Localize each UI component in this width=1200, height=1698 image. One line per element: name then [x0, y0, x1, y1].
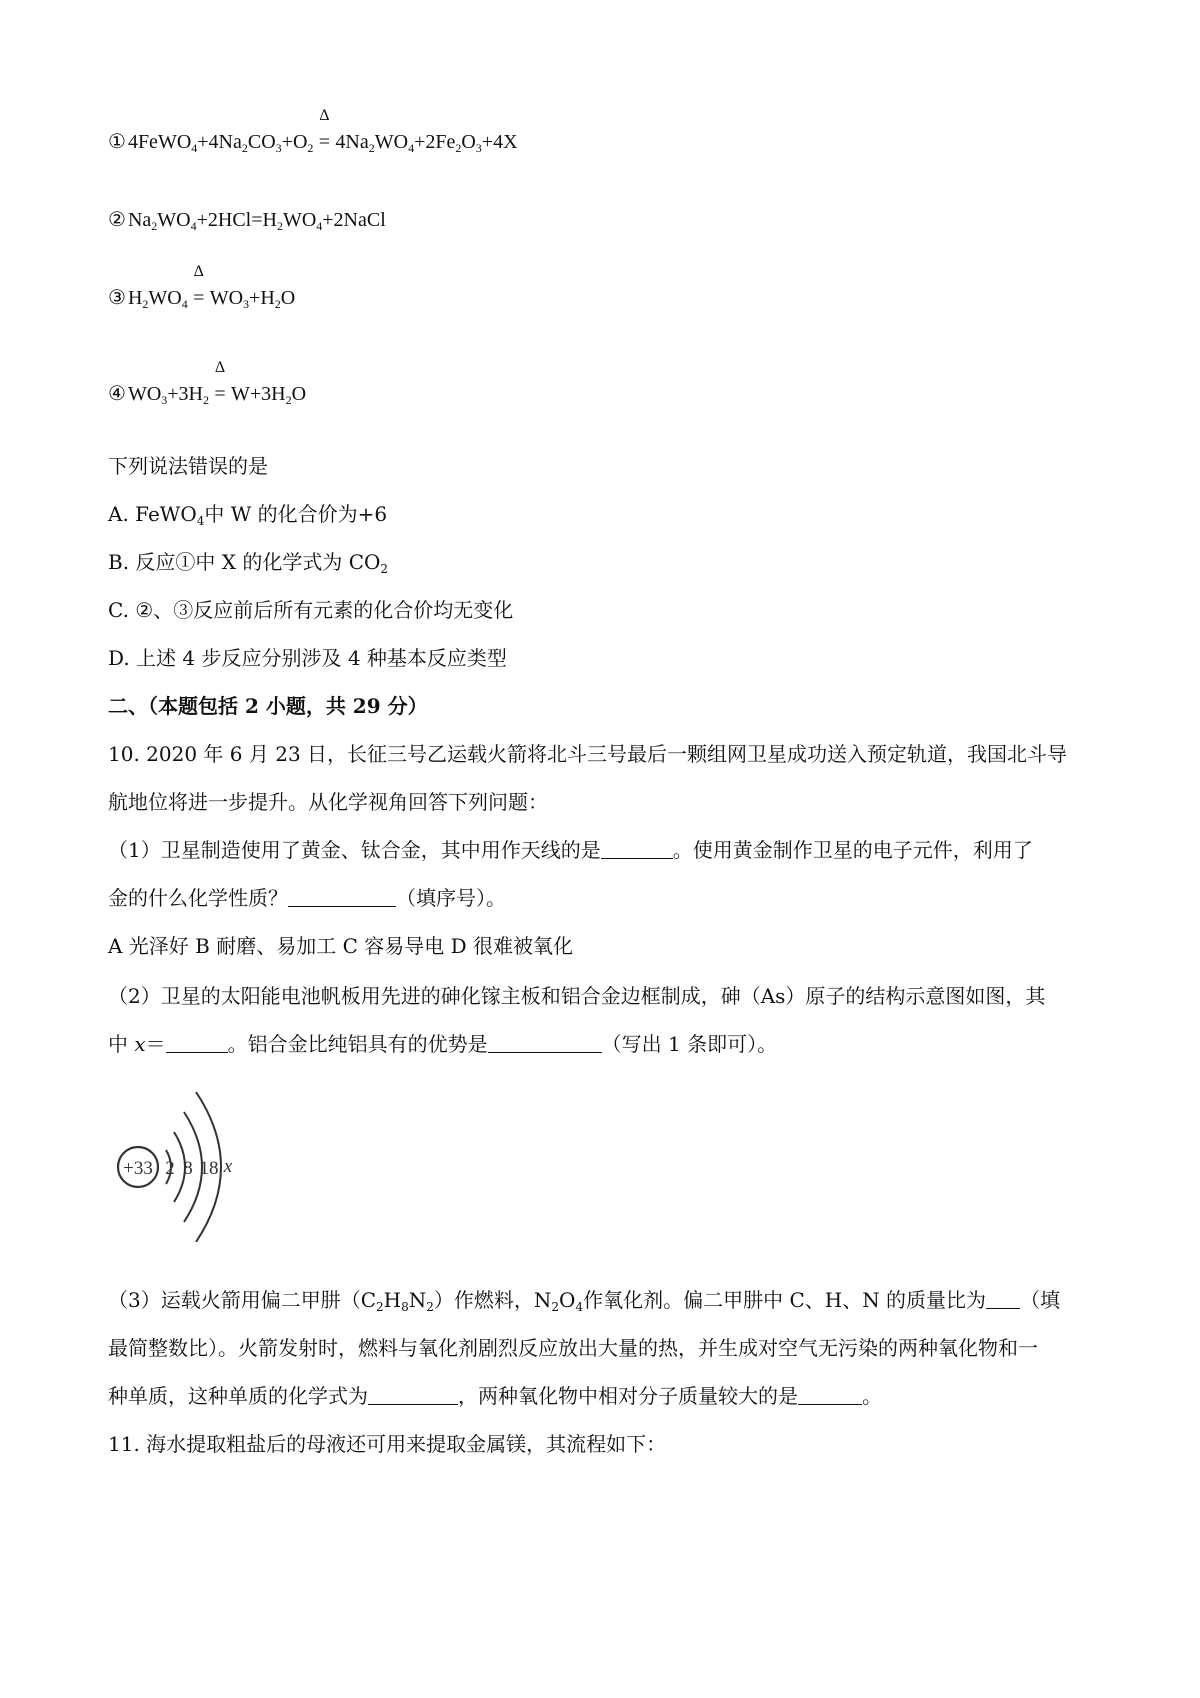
formula-text: W+3H [231, 383, 286, 405]
answer-blank [288, 888, 396, 907]
shell-count-3: 18 [199, 1158, 219, 1179]
q10-part2-line1: （2）卫星的太阳能电池帆板用先进的砷化镓主板和铝合金边框制成，砷（As）原子的结构示意图如图，其 [108, 984, 1046, 1008]
q10-part3-line2: 最简整数比）。火箭发射时，燃料与氧化剂剧烈反应放出大量的热，并生成对空气无污染的两种氧化物和一 [108, 1336, 1038, 1360]
reaction-number: ③ [108, 287, 126, 309]
answer-blank [368, 1386, 458, 1405]
question-prompt: 下列说法错误的是 [108, 454, 268, 478]
formula-text: O [291, 383, 307, 405]
section-heading: 二、（本题包括 2 小题，共 29 分） [108, 694, 428, 718]
delta-symbol: Δ [319, 107, 330, 124]
reaction-3 [108, 263, 296, 312]
formula-subscript: 3 [243, 297, 250, 311]
formula-text: +4Na [197, 131, 242, 153]
formula-subscript: 4 [190, 219, 197, 233]
q10-part1-line2: 金的什么化学性质？ （填序号）。 [108, 886, 506, 910]
formula-subscript: 2 [241, 141, 248, 155]
formula-text: +4X [481, 131, 518, 153]
answer-blank [986, 1290, 1020, 1309]
formula-subscript: 2 [368, 141, 375, 155]
delta-symbol: Δ [193, 263, 204, 280]
formula-text: +H [249, 287, 275, 309]
q10-intro-line1: 10. 2020 年 6 月 23 日，长征三号乙运载火箭将北斗三号最后一颗组网卫星成功送入预定轨道，我国北斗导 [108, 742, 1068, 766]
formula-text: WO [157, 209, 191, 231]
formula-subscript: 2 [276, 219, 283, 233]
formula-subscript: 4 [191, 141, 198, 155]
formula-subscript: 4 [408, 141, 415, 155]
reaction-number: ① [108, 131, 126, 153]
equals-sign: = [318, 131, 331, 153]
heating-condition [210, 359, 230, 408]
reaction-1 [108, 107, 518, 156]
formula-subscript: 2 [142, 297, 149, 311]
formula-subscript: 4 [316, 219, 323, 233]
answer-blank [488, 1034, 602, 1053]
formula-subscript: 2 [455, 141, 462, 155]
option-a: A. FeWO$_4$中 W 的化合价为+6 [108, 502, 388, 528]
formula-subscript: 2 [285, 393, 292, 407]
reaction-number: ④ [108, 383, 126, 405]
formula-text: Na [127, 209, 152, 231]
formula-text: CO [247, 131, 276, 153]
q10-part1-line1: （1）卫星制造使用了黄金、钛合金，其中用作天线的是 。使用黄金制作卫星的电子元件，利用了 [108, 838, 1033, 862]
formula-text: H [127, 287, 143, 309]
q10-part1-choices: A 光泽好 B 耐磨、易加工 C 容易导电 D 很难被氧化 [108, 934, 573, 958]
option-c: C. ②、③反应前后所有元素的化合价均无变化 [108, 598, 514, 622]
formula-text: WO [282, 209, 317, 231]
formula-text: 4FeWO [127, 131, 192, 153]
formula-subscript: 2 [307, 141, 314, 155]
formula-text: WO [148, 287, 182, 309]
formula-text: +O [281, 131, 308, 153]
formula-text: +2NaCl [322, 209, 386, 231]
answer-blank [798, 1386, 862, 1405]
reaction-number: ② [108, 209, 126, 231]
formula-subscript: 2 [151, 219, 158, 233]
answer-blank [601, 840, 673, 859]
formula-subscript: 2 [274, 297, 281, 311]
formula-subscript: 2 [203, 393, 209, 407]
q10-part2-line2: 中 x＝ 。铝合金比纯铝具有的优势是 （写出 1 条即可）。 [108, 1032, 778, 1056]
formula-text: WO [209, 287, 244, 309]
formula-text: WO [374, 131, 409, 153]
shell-count-4: x [223, 1156, 233, 1177]
reaction-2 [108, 206, 386, 234]
formula-text: +2Fe [414, 131, 456, 153]
q10-part3-line1: （3）运载火箭用偏二甲肼$(C_2H_8N_2)$作燃料，$N_2O_4$作氧化剂。偏二甲肼中 C、H、N 的质量比为 （填 [108, 1288, 1061, 1314]
equals-sign: = [214, 383, 226, 405]
formula-text: +2HCl=H [196, 209, 277, 231]
formula-text: WO [127, 383, 162, 405]
formula-text: O [280, 287, 296, 309]
nucleus-charge: +33 [123, 1158, 153, 1179]
answer-blank [166, 1034, 228, 1053]
formula-subscript: 4 [181, 297, 188, 311]
q10-intro-line2: 航地位将进一步提升。从化学视角回答下列问题： [108, 790, 548, 814]
reaction-4 [108, 359, 307, 408]
shell-count-1: 2 [165, 1158, 175, 1179]
option-b: B. 反应①中 X 的化学式为 $CO_2$ [108, 550, 389, 576]
arsenic-atom-diagram [104, 1052, 244, 1242]
heating-condition [189, 263, 209, 312]
formula-text: +3H [167, 383, 203, 405]
heating-condition [314, 107, 334, 156]
formula-text: 4Na [335, 131, 369, 153]
option-d: D. 上述 4 步反应分别涉及 4 种基本反应类型 [108, 646, 507, 670]
formula-subscript: 3 [475, 141, 482, 155]
equals-sign: = [193, 287, 205, 309]
q10-part3-line3: 种单质，这种单质的化学式为 ，两种氧化物中相对分子质量较大的是 。 [108, 1384, 882, 1408]
delta-symbol: Δ [214, 359, 226, 376]
shell-count-2: 8 [183, 1158, 193, 1179]
q11-intro: 11. 海水提取粗盐后的母液还可用来提取金属镁，其流程如下： [108, 1432, 667, 1456]
formula-subscript: 3 [275, 141, 282, 155]
formula-text: O [461, 131, 476, 153]
formula-subscript: 3 [161, 393, 168, 407]
